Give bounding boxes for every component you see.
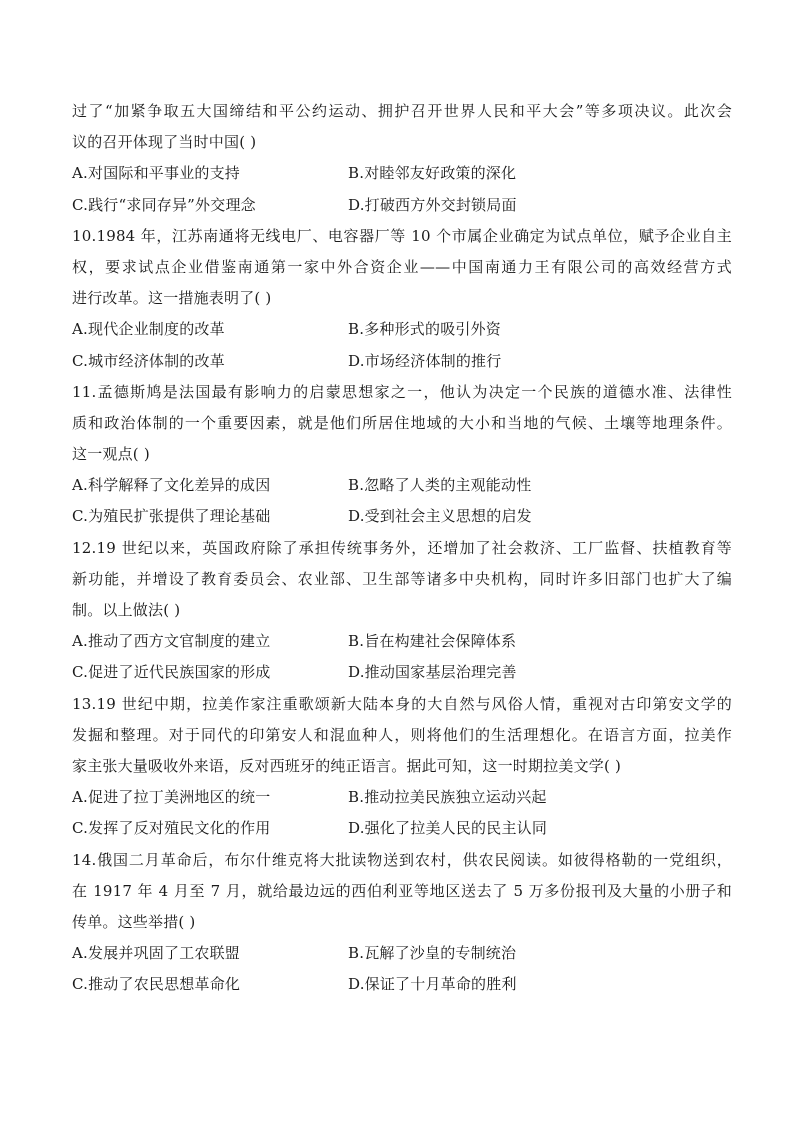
option-c: C.推动了农民思想革命化 [72,975,241,994]
question-11 [72,377,732,533]
option-b: B.推动拉美民族独立运动兴起 [348,788,547,807]
options-row [72,969,732,1000]
question-stem-line: 家主张大量吸收外来语，反对西班牙的纯正语言。据此可知，这一时期拉美文学( ) [72,756,622,775]
option-a: A.发展并巩固了工农联盟 [72,944,241,963]
question-12 [72,533,732,689]
option-d: D.市场经济体制的推行 [348,351,502,370]
option-b: B.对睦邻友好政策的深化 [348,164,517,183]
question-stem-line: 这一观点( ) [72,445,150,464]
question-stem-line: 11.孟德斯鸠是法国最有影响力的启蒙思想家之一，他认为决定一个民族的道德水准、法律性 [72,382,732,401]
question-stem-line: 权，要求试点企业借鉴南通第一家中外合资企业——中国南通力王有限公司的高效经营方式 [72,257,732,276]
question-content [72,96,732,1000]
question-stem-line: 议的召开体现了当时中国( ) [72,133,257,152]
options-row [72,782,732,813]
question-13 [72,689,732,845]
option-d: D.保证了十月革命的胜利 [348,975,517,994]
option-a: A.对国际和平事业的支持 [72,164,241,183]
option-a: A.促进了拉丁美洲地区的统一 [72,788,271,807]
question-stem-line: 制。以上做法( ) [72,601,181,619]
options-row [72,314,732,345]
question-stem-line: 10.1984 年，江苏南通将无线电厂、电容器厂等 10 个市属企业确定为试点单位，赋予企业自主 [72,226,732,245]
options-row [72,657,732,688]
option-b: B.忽略了人类的主观能动性 [348,476,532,495]
option-a: A.科学解释了文化差异的成因 [72,476,271,495]
option-b: B.多种形式的吸引外资 [348,320,501,339]
options-row [72,626,732,657]
option-d: D.受到社会主义思想的启发 [348,507,532,526]
question-stem-line: 14.俄国二月革命后，布尔什维克将大批读物送到农村，供农民阅读。如彼得格勒的一党组织， [72,850,732,869]
option-c: C.为殖民扩张提供了理论基础 [72,507,271,526]
option-c: C.发挥了反对殖民文化的作用 [72,819,271,838]
question-stem-line: 发掘和整理。对于同代的印第安人和混血种人，则将他们的生活理想化。在语言方面，拉美作 [72,725,732,744]
options-row [72,346,732,377]
options-row [72,470,732,501]
question-stem-line: 进行改革。这一措施表明了( ) [72,289,272,308]
options-row [72,158,732,189]
option-d: D.打破西方外交封锁局面 [348,195,517,214]
option-c: C.践行“求同存异”外交理念 [72,195,256,214]
option-b: B.瓦解了沙皇的专制统治 [348,944,517,963]
question-stem-line: 传单。这些举措( ) [72,912,196,931]
question-stem-line: 12.19 世纪以来，英国政府除了承担传统事务外，还增加了社会救济、工厂监督、扶植教育等 [72,538,732,557]
question-stem-line: 在 1917 年 4 月至 7 月，就给最边远的西伯利亚等地区送去了 5 万多份报刊及大量的小册子和 [72,881,732,900]
option-a: A.现代企业制度的改革 [72,320,225,339]
options-row [72,190,732,221]
option-b: B.旨在构建社会保障体系 [348,632,517,651]
question-9 [72,96,732,221]
option-a: A.推动了西方文官制度的建立 [72,632,271,651]
question-10 [72,221,732,377]
option-c: C.促进了近代民族国家的形成 [72,663,271,682]
options-row [72,501,732,532]
question-14 [72,845,732,1001]
question-stem-line: 过了“加紧争取五大国缔结和平公约运动、拥护召开世界人民和平大会”等多项决议。此次会 [72,102,732,120]
question-stem-line: 13.19 世纪中期，拉美作家注重歌颂新大陆本身的大自然与风俗人情，重视对古印第安文学的 [72,694,732,713]
options-row [72,813,732,844]
option-d: D.强化了拉美人民的民主认同 [348,819,548,838]
question-stem-line: 质和政治体制的一个重要因素，就是他们所居住地域的大小和当地的气候、土壤等地理条件。 [72,413,732,432]
option-c: C.城市经济体制的改革 [72,351,225,370]
options-row [72,938,732,969]
option-d: D.推动国家基层治理完善 [348,663,517,682]
question-stem-line: 新功能，并增设了教育委员会、农业部、卫生部等诸多中央机构，同时许多旧部门也扩大了编 [72,569,732,588]
